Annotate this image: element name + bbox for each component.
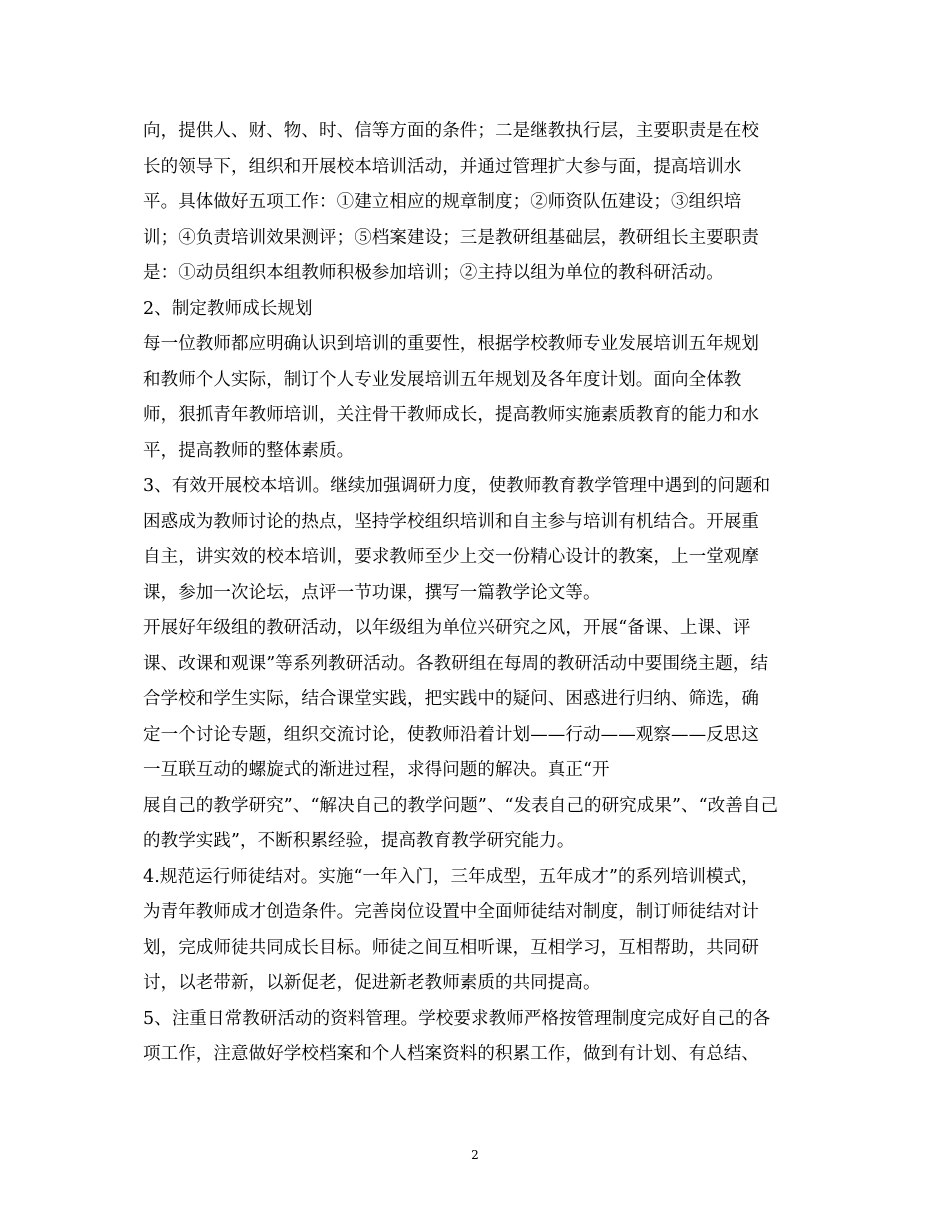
text-line: 每一位教师都应明确认识到培训的重要性，根据学校教师专业发展培训五年规划 (143, 334, 759, 354)
section-heading: 2、制定教师成长规划 (143, 298, 313, 319)
text-line: 训；④负责培训效果测评；⑤档案建设；三是教研组基础层，教研组长主要职责 (143, 227, 759, 248)
text-line: 为青年教师成才创造条件。完善岗位设置中全面师徒结对制度，制订师徒结对计 (143, 902, 759, 922)
text-line: 一互联互动的螺旋式的渐进过程，求得问题的解决。真正“开 (143, 760, 610, 780)
text-line: 展自己的教学研究”、“解决自己的教学问题”、“发表自己的研究成果”、“改善自己 (143, 795, 779, 816)
text-line: 3、有效开展校本培训。继续加强调研力度，使教师教育教学管理中遇到的问题和 (143, 476, 771, 496)
page-number: 2 (471, 1148, 479, 1162)
text-line: 长的领导下，组织和开展校本培训活动，并通过管理扩大参与面，提高培训水 (143, 156, 742, 177)
text-line: 向，提供人、财、物、时、信等方面的条件；二是继教执行层，主要职责是在校 (143, 121, 759, 141)
body-text (143, 114, 813, 1073)
text-line: 是：①动员组织本组教师积极参加培训；②主持以组为单位的教科研活动。 (143, 263, 724, 283)
text-line: 划，完成师徒共同成长目标。师徒之间互相听课，互相学习，互相帮助，共同研 (143, 937, 759, 958)
text-line: 讨，以老带新，以新促老，促进新老教师素质的共同提高。 (143, 973, 601, 993)
text-line: 困惑成为教师讨论的热点，坚持学校组织培训和自主参与培训有机结合。开展重 (143, 511, 759, 532)
text-line: 项工作，注意做好学校档案和个人档案资料的积累工作，做到有计划、有总结、 (143, 1044, 759, 1064)
text-line: 课、改课和观课”等系列教研活动。各教研组在每周的教研活动中要围绕主题，结 (143, 653, 769, 674)
text-line: 4.规范运行师徒结对。实施“一年入门，三年成型，五年成才”的系列培训模式， (143, 866, 759, 887)
text-line: 5、注重日常教研活动的资料管理。学校要求教师严格按管理制度完成好自己的各 (143, 1008, 771, 1029)
text-line: 的教学实践”，不断积累经验，提高教育教学研究能力。 (143, 831, 575, 851)
text-line: 师，狠抓青年教师培训，关注骨干教师成长，提高教师实施素质教育的能力和水 (143, 405, 759, 425)
text-line: 平，提高教师的整体素质。 (143, 440, 355, 461)
text-line: 平。具体做好五项工作：①建立相应的规章制度；②师资队伍建设；③组织培 (143, 192, 742, 212)
text-line: 合学校和学生实际，结合课堂实践，把实践中的疑问、困惑进行归纳、筛选，确 (143, 689, 759, 709)
text-line: 课，参加一次论坛，点评一节功课，撰写一篇教学论文等。 (143, 582, 601, 603)
text-line: 和教师个人实际，制订个人专业发展培训五年规划及各年度计划。面向全体教 (143, 369, 742, 390)
text-line: 开展好年级组的教研活动，以年级组为单位兴研究之风，开展“备课、上课、评 (143, 618, 751, 638)
text-line: 自主，讲实效的校本培训，要求教师至少上交一份精心设计的教案，上一堂观摩 (143, 547, 759, 567)
text-line: 定一个讨论专题，组织交流讨论，使教师沿着计划——行动——观察——反思这 (143, 724, 759, 745)
